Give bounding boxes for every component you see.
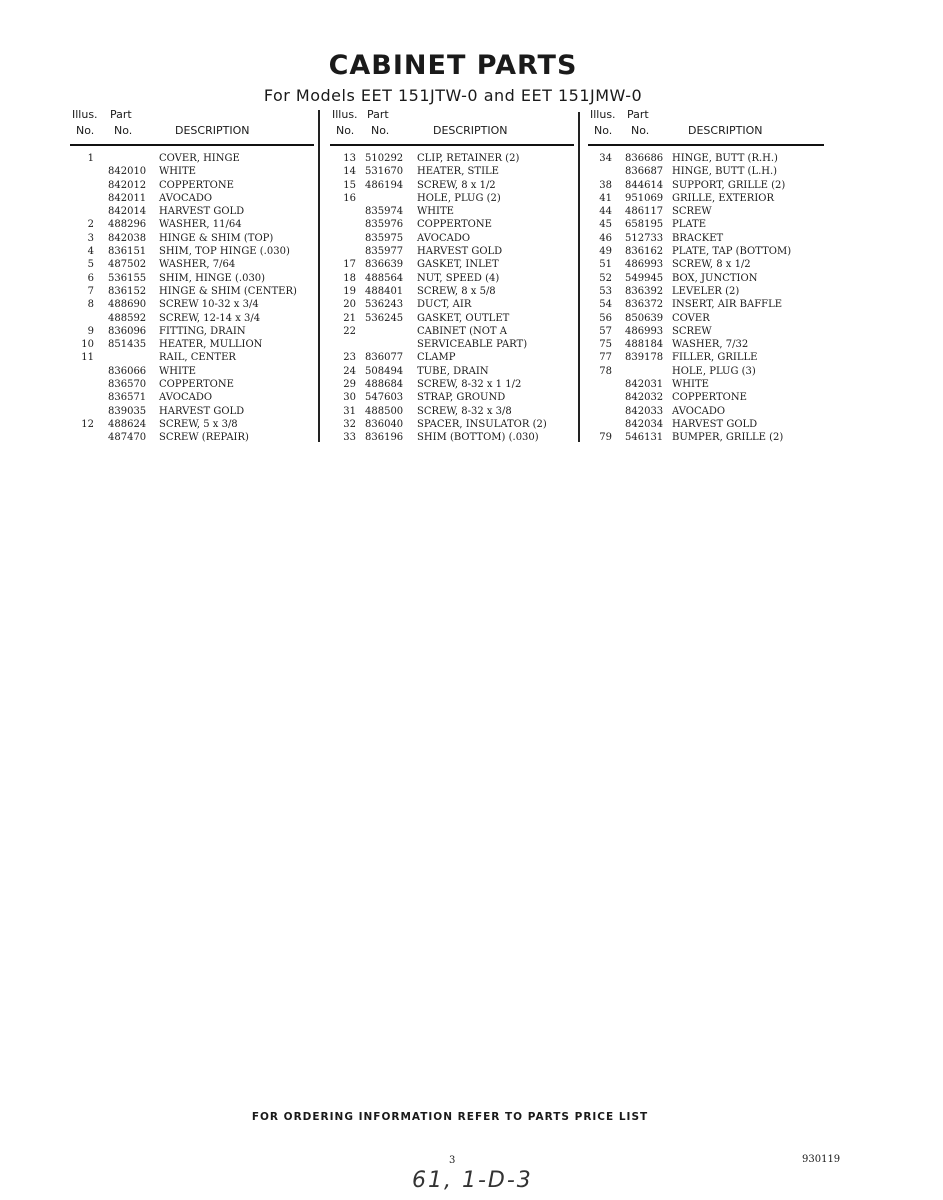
part-number: 487502 xyxy=(108,259,147,271)
part-row xyxy=(70,218,314,231)
part-number: 508494 xyxy=(365,365,404,377)
part-description: SCREW, 8 x 1/2 xyxy=(417,179,496,191)
part-row xyxy=(588,179,824,192)
illus-number: 44 xyxy=(599,206,612,218)
illus-number: 31 xyxy=(343,405,356,417)
part-number: 836096 xyxy=(108,325,147,337)
column-header xyxy=(70,108,314,146)
part-description: SHIM (BOTTOM) (.030) xyxy=(417,432,539,444)
part-description: HINGE & SHIM (TOP) xyxy=(159,232,274,244)
part-description: CABINET (NOT A xyxy=(417,325,507,337)
part-description: SUPPORT, GRILLE (2) xyxy=(672,179,786,191)
part-row xyxy=(588,365,824,378)
part-description: AVOCADO xyxy=(159,392,213,404)
part-row xyxy=(588,258,824,271)
part-row xyxy=(70,272,314,285)
page-subtitle: For Models EET 151JTW-0 and EET 151JMW-0 xyxy=(263,86,643,105)
part-row xyxy=(588,205,824,218)
part-no-header: No. xyxy=(371,124,390,137)
illus-number: 38 xyxy=(599,179,612,191)
illus-number: 14 xyxy=(343,166,356,178)
part-number: 844614 xyxy=(625,179,664,191)
part-number: 836196 xyxy=(365,432,404,444)
illus-number: 32 xyxy=(343,418,356,430)
part-row xyxy=(330,365,574,378)
part-description: FILLER, GRILLE xyxy=(672,352,758,364)
illus-number: 21 xyxy=(343,312,356,324)
part-row xyxy=(588,378,824,391)
part-description: GASKET, OUTLET xyxy=(417,312,510,324)
part-number: 547603 xyxy=(365,392,404,404)
part-number: 842014 xyxy=(108,206,147,218)
part-number: 536155 xyxy=(108,272,147,284)
part-number: 951069 xyxy=(625,192,664,204)
part-row xyxy=(70,232,314,245)
part-description: INSERT, AIR BAFFLE xyxy=(672,299,783,311)
illus-number: 6 xyxy=(87,272,94,284)
part-number: 842038 xyxy=(108,232,147,244)
part-number: 488624 xyxy=(108,418,147,430)
illus-header: Illus. xyxy=(332,108,358,121)
part-row xyxy=(70,418,314,431)
part-description: LEVELER (2) xyxy=(672,285,740,297)
illus-number: 45 xyxy=(599,219,612,231)
part-description: WHITE xyxy=(417,206,454,218)
part-number: 836151 xyxy=(108,246,147,258)
part-number: 836162 xyxy=(625,246,664,258)
part-number: 836372 xyxy=(625,299,664,311)
part-row xyxy=(588,312,824,325)
part-number: 836686 xyxy=(625,153,664,164)
illus-number: 51 xyxy=(599,259,612,271)
part-number: 488184 xyxy=(625,339,664,351)
part-description: WHITE xyxy=(159,166,196,178)
illus-number: 15 xyxy=(343,179,356,191)
part-description: FITTING, DRAIN xyxy=(159,325,246,337)
part-description: BOX, JUNCTION xyxy=(672,272,758,284)
illus-number: 16 xyxy=(343,192,356,204)
part-number: 531670 xyxy=(365,166,404,178)
illus-number: 23 xyxy=(343,352,356,364)
part-number: 487470 xyxy=(108,432,147,444)
part-row xyxy=(330,179,574,192)
part-number: 850639 xyxy=(625,312,664,324)
illus-number: 11 xyxy=(81,352,94,364)
part-row xyxy=(588,285,824,298)
part-description: COVER, HINGE xyxy=(159,153,240,164)
part-number: 836571 xyxy=(108,392,147,404)
part-row xyxy=(330,258,574,271)
part-number: 836152 xyxy=(108,285,147,297)
part-number: 536245 xyxy=(365,312,404,324)
part-row xyxy=(70,405,314,418)
part-description: BRACKET xyxy=(672,232,724,244)
part-number: 536243 xyxy=(365,299,404,311)
part-number: 835974 xyxy=(365,206,404,218)
part-number: 488564 xyxy=(365,272,404,284)
part-row xyxy=(330,325,574,338)
part-description: COVER xyxy=(672,312,710,324)
illus-number: 54 xyxy=(599,299,612,311)
illus-number: 1 xyxy=(87,153,94,164)
illus-number: 9 xyxy=(87,325,94,337)
illus-number: 7 xyxy=(87,285,94,297)
part-description: BUMPER, GRILLE (2) xyxy=(672,432,784,444)
part-row xyxy=(330,431,574,444)
illus-number: 4 xyxy=(87,246,94,258)
illus-number: 41 xyxy=(599,192,612,204)
part-description: PLATE, TAP (BOTTOM) xyxy=(672,246,792,258)
part-number: 486993 xyxy=(625,325,664,337)
part-description: TUBE, DRAIN xyxy=(417,365,489,377)
part-row xyxy=(330,285,574,298)
part-description: DUCT, AIR xyxy=(417,299,472,311)
part-description: PLATE xyxy=(672,219,707,231)
part-description: CLIP, RETAINER (2) xyxy=(417,153,520,164)
part-row xyxy=(588,192,824,205)
part-description: HOLE, PLUG (3) xyxy=(672,365,756,377)
parts-column-1 xyxy=(70,108,314,445)
illus-number: 33 xyxy=(343,432,356,444)
part-row xyxy=(70,312,314,325)
part-description: SCREW, 5 x 3/8 xyxy=(159,418,238,430)
illus-no-header: No. xyxy=(336,124,355,137)
illus-number: 29 xyxy=(343,379,356,391)
part-row xyxy=(330,312,574,325)
parts-column-3 xyxy=(588,108,824,445)
part-description: NUT, SPEED (4) xyxy=(417,272,500,284)
illus-header: Illus. xyxy=(72,108,98,121)
parts-column-2 xyxy=(330,108,574,445)
part-number: 658195 xyxy=(625,219,664,231)
column-divider xyxy=(318,110,320,442)
part-number: 842012 xyxy=(108,179,147,191)
part-description: WASHER, 11/64 xyxy=(159,219,242,231)
part-number: 842032 xyxy=(625,392,664,404)
illus-no-header: No. xyxy=(594,124,613,137)
part-description: SCREW xyxy=(672,206,712,218)
illus-number: 19 xyxy=(343,285,356,297)
part-row xyxy=(588,272,824,285)
part-header: Part xyxy=(110,108,132,121)
part-description: HARVEST GOLD xyxy=(417,246,503,258)
part-row xyxy=(70,192,314,205)
part-description: GRILLE, EXTERIOR xyxy=(672,192,775,204)
part-row xyxy=(588,152,824,165)
part-row xyxy=(588,418,824,431)
illus-number: 10 xyxy=(81,339,94,351)
column-divider xyxy=(578,112,580,442)
part-row xyxy=(70,245,314,258)
part-description: WHITE xyxy=(672,379,709,391)
part-header: Part xyxy=(367,108,389,121)
ordering-note: FOR ORDERING INFORMATION REFER TO PARTS PRICE LIST xyxy=(251,1111,649,1123)
illus-number: 79 xyxy=(599,432,612,444)
part-row xyxy=(70,258,314,271)
column-header xyxy=(588,108,824,146)
part-row xyxy=(588,232,824,245)
part-number: 488401 xyxy=(365,285,404,297)
illus-number: 57 xyxy=(599,325,612,337)
part-number: 512733 xyxy=(625,232,664,244)
part-number: 836570 xyxy=(108,379,147,391)
part-number: 836392 xyxy=(625,285,664,297)
part-description: HINGE, BUTT (R.H.) xyxy=(672,153,778,164)
illus-number: 12 xyxy=(81,418,94,430)
part-row xyxy=(330,418,574,431)
illus-number: 34 xyxy=(599,153,612,164)
part-row xyxy=(588,391,824,404)
part-number: 486194 xyxy=(365,179,404,191)
part-row xyxy=(330,232,574,245)
part-row xyxy=(70,165,314,178)
part-description: COPPERTONE xyxy=(417,219,492,231)
part-header: Part xyxy=(627,108,649,121)
part-description: AVOCADO xyxy=(417,232,471,244)
part-number: 486117 xyxy=(625,206,664,218)
part-number: 488684 xyxy=(365,379,404,391)
illus-no-header: No. xyxy=(76,124,95,137)
part-row xyxy=(330,391,574,404)
part-row xyxy=(330,152,574,165)
part-row xyxy=(588,405,824,418)
part-row xyxy=(70,338,314,351)
part-number: 836687 xyxy=(625,166,664,178)
part-description: SCREW xyxy=(672,325,712,337)
part-row xyxy=(330,245,574,258)
part-row xyxy=(70,298,314,311)
part-description: CLAMP xyxy=(417,352,456,364)
illus-number: 75 xyxy=(599,339,612,351)
part-row xyxy=(330,272,574,285)
part-description: AVOCADO xyxy=(672,405,726,417)
part-description: HEATER, STILE xyxy=(417,166,499,178)
part-row xyxy=(330,192,574,205)
part-row xyxy=(588,245,824,258)
part-description: AVOCADO xyxy=(159,192,213,204)
part-description: SHIM, HINGE (.030) xyxy=(159,272,266,284)
illus-number: 5 xyxy=(87,259,94,271)
part-row xyxy=(588,218,824,231)
part-row xyxy=(330,338,574,351)
part-number: 842010 xyxy=(108,166,147,178)
part-description: SCREW, 8 x 1/2 xyxy=(672,259,751,271)
description-header: DESCRIPTION xyxy=(175,124,250,137)
part-description: GASKET, INLET xyxy=(417,259,499,271)
part-row xyxy=(70,179,314,192)
part-row xyxy=(588,165,824,178)
part-description: SCREW (REPAIR) xyxy=(159,432,249,444)
part-number: 549945 xyxy=(625,272,664,284)
part-description: SHIM, TOP HINGE (.030) xyxy=(159,246,290,258)
part-row xyxy=(588,338,824,351)
part-description: SCREW, 8-32 x 1 1/2 xyxy=(417,379,522,391)
illus-number: 18 xyxy=(343,272,356,284)
part-number: 488592 xyxy=(108,312,147,324)
part-description: HINGE, BUTT (L.H.) xyxy=(672,166,778,178)
illus-number: 56 xyxy=(599,312,612,324)
part-number: 488690 xyxy=(108,299,147,311)
illus-number: 3 xyxy=(87,232,94,244)
part-row xyxy=(330,165,574,178)
part-description: HINGE & SHIM (CENTER) xyxy=(159,285,297,297)
part-number: 842031 xyxy=(625,379,664,391)
illus-number: 78 xyxy=(599,365,612,377)
part-number: 546131 xyxy=(625,432,664,444)
description-header: DESCRIPTION xyxy=(688,124,763,137)
illus-number: 46 xyxy=(599,232,612,244)
part-no-header: No. xyxy=(114,124,133,137)
part-number: 842033 xyxy=(625,405,664,417)
document-code: 930119 xyxy=(802,1154,841,1165)
part-row xyxy=(70,325,314,338)
part-description: HARVEST GOLD xyxy=(159,206,245,218)
part-row xyxy=(330,205,574,218)
page-number: 3 xyxy=(449,1155,456,1166)
part-row xyxy=(70,351,314,364)
part-row xyxy=(70,205,314,218)
illus-number: 20 xyxy=(343,299,356,311)
part-description: SPACER, INSULATOR (2) xyxy=(417,418,547,430)
part-number: 836077 xyxy=(365,352,404,364)
part-number: 836066 xyxy=(108,365,147,377)
illus-number: 49 xyxy=(599,246,612,258)
part-description: RAIL, CENTER xyxy=(159,352,236,364)
illus-number: 8 xyxy=(87,299,94,311)
part-row xyxy=(330,378,574,391)
part-no-header: No. xyxy=(631,124,650,137)
part-row xyxy=(588,431,824,444)
part-row xyxy=(70,378,314,391)
part-number: 836639 xyxy=(365,259,404,271)
illus-number: 53 xyxy=(599,285,612,297)
part-row xyxy=(588,298,824,311)
page-title: CABINET PARTS xyxy=(328,50,578,81)
part-description: COPPERTONE xyxy=(159,379,234,391)
part-row xyxy=(70,285,314,298)
part-number: 488500 xyxy=(365,405,404,417)
part-number: 836040 xyxy=(365,418,404,430)
part-row xyxy=(330,218,574,231)
illus-header: Illus. xyxy=(590,108,616,121)
part-row xyxy=(70,365,314,378)
part-number: 851435 xyxy=(108,339,147,351)
part-description: SCREW, 12-14 x 3/4 xyxy=(159,312,261,324)
column-header xyxy=(330,108,574,146)
part-row xyxy=(330,351,574,364)
part-number: 842034 xyxy=(625,418,664,430)
handwritten-note: 61, 1-D-3 xyxy=(412,1168,533,1193)
part-description: HARVEST GOLD xyxy=(159,405,245,417)
part-row xyxy=(330,298,574,311)
part-row xyxy=(70,152,314,165)
part-row xyxy=(330,405,574,418)
part-row xyxy=(70,391,314,404)
part-number: 842011 xyxy=(108,192,147,204)
illus-number: 52 xyxy=(599,272,612,284)
part-description: SCREW, 8 x 5/8 xyxy=(417,285,496,297)
part-description: WASHER, 7/64 xyxy=(159,259,236,271)
part-row xyxy=(70,431,314,444)
part-row xyxy=(588,325,824,338)
part-number: 835977 xyxy=(365,246,404,258)
part-description: HARVEST GOLD xyxy=(672,418,758,430)
part-row xyxy=(588,351,824,364)
illus-number: 2 xyxy=(87,219,94,231)
part-description: COPPERTONE xyxy=(159,179,234,191)
illus-number: 13 xyxy=(343,153,356,164)
part-description: SERVICEABLE PART) xyxy=(417,339,528,351)
part-description: SCREW 10-32 x 3/4 xyxy=(159,299,259,311)
illus-number: 24 xyxy=(343,365,356,377)
part-number: 510292 xyxy=(365,153,404,164)
part-number: 486993 xyxy=(625,259,664,271)
part-description: SCREW, 8-32 x 3/8 xyxy=(417,405,512,417)
part-description: HEATER, MULLION xyxy=(159,339,263,351)
description-header: DESCRIPTION xyxy=(433,124,508,137)
illus-number: 77 xyxy=(599,352,612,364)
part-description: STRAP, GROUND xyxy=(417,392,506,404)
part-number: 835975 xyxy=(365,232,404,244)
illus-number: 22 xyxy=(343,325,356,337)
part-description: WHITE xyxy=(159,365,196,377)
part-description: WASHER, 7/32 xyxy=(672,339,749,351)
part-number: 839035 xyxy=(108,405,147,417)
part-number: 839178 xyxy=(625,352,664,364)
illus-number: 17 xyxy=(343,259,356,271)
illus-number: 30 xyxy=(343,392,356,404)
part-number: 488296 xyxy=(108,219,147,231)
part-description: HOLE, PLUG (2) xyxy=(417,192,501,204)
part-number: 835976 xyxy=(365,219,404,231)
part-description: COPPERTONE xyxy=(672,392,747,404)
